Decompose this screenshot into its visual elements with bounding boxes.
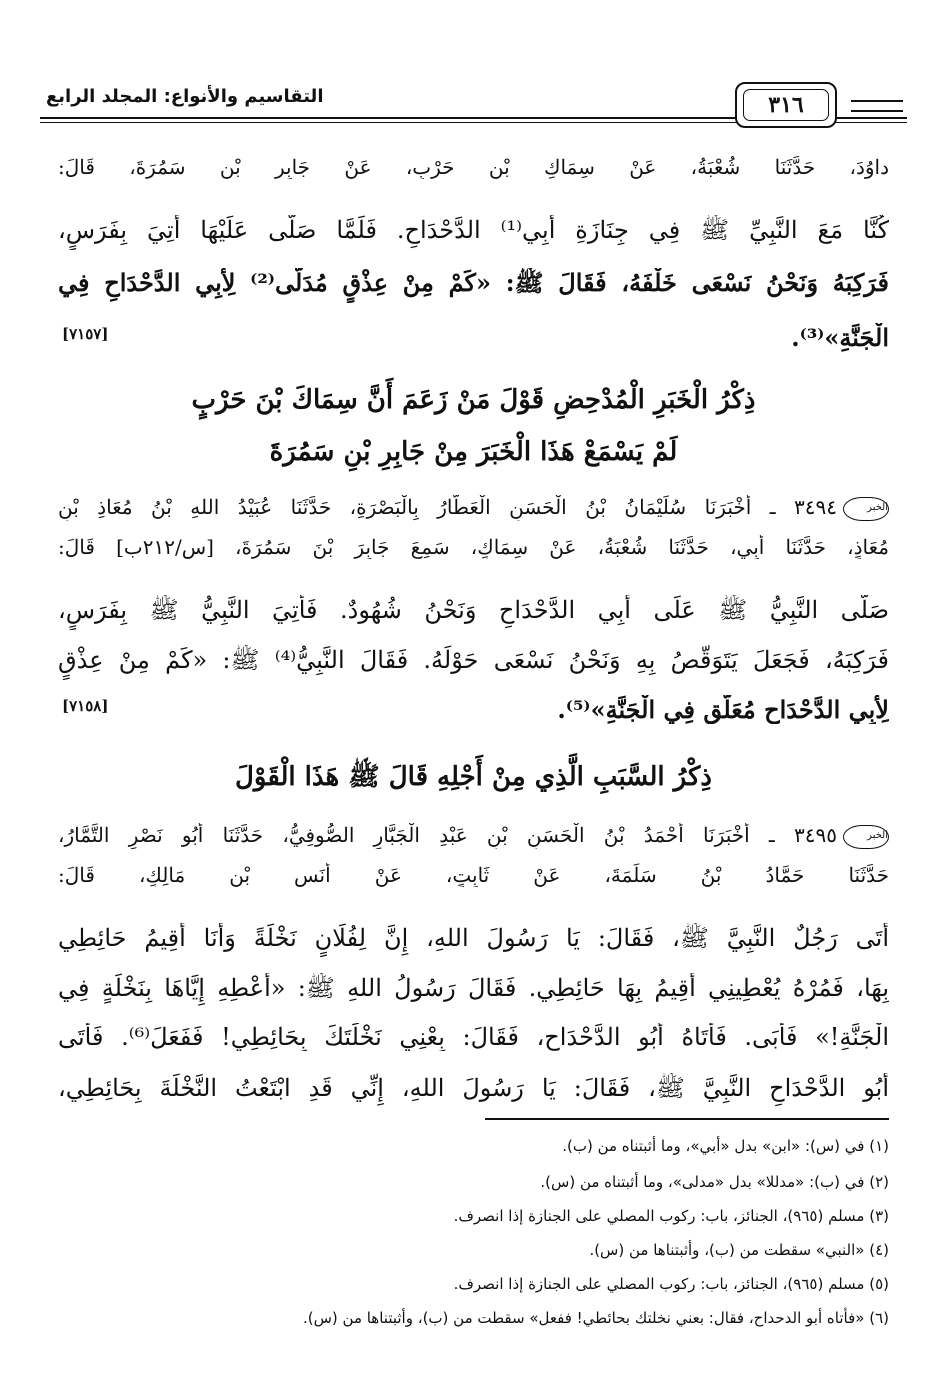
text-line: حَدَّثَنَا حَمَّادُ بْنُ سَلَمَةَ، عَنْ ثَابِتٍ، عَنْ أَنَسِ بْنِ مَالِكٍ، قَالَ: xyxy=(58,863,889,887)
reference-number: [٧١٥٧] xyxy=(62,325,109,343)
text-line: الْجَنَّةِ!» فَأَبَى. فَأَتَاهُ أَبُو الدَّحْدَاحِ، فَقَالَ: بِعْنِي نَخْلَتَكَ بِحَائِطِي! فَفَعَلَ⁽⁶⁾. فَأَتَى xyxy=(58,1023,889,1051)
text-line: مُعَاذٍ، حَدَّثَنَا أَبِي، حَدَّثَنَا شُعْبَةُ، عَنْ سِمَاكٍ، سَمِعَ جَابِرَ بْنَ سَمُرَةَ، [س/٢١٢ب] قَالَ: xyxy=(58,535,889,559)
hadith-ornament-icon: الخبر xyxy=(843,497,889,521)
section-heading: ذِكْرُ السَّبَبِ الَّذِي مِنْ أَجْلِهِ قَالَ ﷺ هَذَا الْقَوْلَ xyxy=(235,762,712,792)
footnote: (٣) مسلم (٩٦٥)، الجنائز، باب: ركوب المصلي على الجنازة إذا انصرف. xyxy=(453,1207,889,1225)
hadith-3494-line xyxy=(58,495,889,521)
section-heading: لَمْ يَسْمَعْ هَذَا الْخَبَرَ مِنْ جَابِرِ بْنِ سَمُرَةَ xyxy=(269,437,678,467)
text-line: فَرَكِبَهُ، فَجَعَلَ يَتَوَقَّصُ بِهِ وَنَحْنُ نَسْعَى حَوْلَهُ. فَقَالَ النَّبِيُّ⁽⁴⁾ ﷺ: «كَمْ مِنْ عِذْقٍ xyxy=(58,646,889,674)
text-line: أَتَى رَجُلٌ النَّبِيَّ ﷺ، فَقَالَ: يَا رَسُولَ اللهِ، إِنَّ لِفُلَانٍ نَخْلَةً وَأَنَا أُقِيمُ حَائِطِي xyxy=(58,924,889,952)
page-header xyxy=(40,84,907,130)
footnote: (٢) في (ب): «مدللا» بدل «مدلى»، وما أثبتناه من (س). xyxy=(540,1173,889,1191)
text-line: كُنَّا مَعَ النَّبِيِّ ﷺ فِي جِنَازَةِ أَبِي⁽¹⁾ الدَّحْدَاحِ. فَلَمَّا صَلَّى عَلَيْهَا أُتِيَ بِفَرَسٍ، xyxy=(58,216,889,244)
page-number: ٣١٦ xyxy=(743,89,829,121)
page-number-frame xyxy=(735,82,837,128)
text-line: فَرَكِبَهُ وَنَحْنُ نَسْعَى خَلْفَهُ، فَقَالَ ﷺ: «كَمْ مِنْ عِذْقٍ مُدَلًّى⁽²⁾ لِأَبِي الدَّحْدَاحِ فِي xyxy=(58,268,889,297)
text-line: داوُدَ، حَدَّثَنَا شُعْبَةُ، عَنْ سِمَاكِ بْنِ حَرْبٍ، عَنْ جَابِرِ بْنِ سَمُرَةَ، قَالَ: xyxy=(58,155,889,179)
text-line: لِأَبِي الدَّحْدَاحِ مُعَلَّقٍ فِي الْجَنَّةِ»⁽⁵⁾. xyxy=(557,695,889,724)
hadith-3494-text: ٣٤٩٤ ـ أَخْبَرَنَا سُلَيْمَانُ بْنُ الْحَسَنِ الْعَطَّارُ بِالْبَصْرَةِ، حَدَّثَنَا عُبَيْدُ اللهِ بْنُ مُعَاذِ بْنِ xyxy=(58,495,837,519)
hadith-3495-line xyxy=(58,823,889,849)
footnote-divider xyxy=(485,1118,889,1120)
footnote: (٤) «النبي» سقطت من (ب)، وأثبتناها من (س). xyxy=(589,1241,889,1259)
header-ornament xyxy=(851,100,903,112)
reference-number: [٧١٥٨] xyxy=(62,697,109,715)
section-heading: ذِكْرُ الْخَبَرِ الْمُدْحِضِ قَوْلَ مَنْ زَعَمَ أَنَّ سِمَاكَ بْنَ حَرْبٍ xyxy=(191,385,756,415)
running-title: التقاسيم والأنواع: المجلد الرابع xyxy=(40,86,330,107)
hadith-ornament-icon: الخبر xyxy=(843,825,889,849)
hadith-3495-text: ٣٤٩٥ ـ أَخْبَرَنَا أَحْمَدُ بْنُ الْحَسَنِ بْنِ عَبْدِ الْجَبَّارِ الصُّوفِيُّ، حَدَّثَنَا أَبُو نَصْرٍ التَّمَّارُ، xyxy=(58,823,837,847)
footnote: (٦) «فأتاه أبو الدحداح، فقال: بعني نخلتك بحائطي! ففعل» سقطت من (ب)، وأثبتناها من (س). xyxy=(302,1309,889,1327)
footnote: (٥) مسلم (٩٦٥)، الجنائز، باب: ركوب المصلي على الجنازة إذا انصرف. xyxy=(453,1275,889,1293)
footnote: (١) في (س): «ابن» بدل «أبي»، وما أثبتناه من (ب). xyxy=(562,1137,889,1155)
text-line: بِهَا، فَمُرْهُ يُعْطِينِي أُقِيمُ بِهَا حَائِطِي. فَقَالَ رَسُولُ اللهِ ﷺ: «أَعْطِهِ إِيَّاهَا بِنَخْلَةٍ فِي xyxy=(58,974,889,1002)
text-line: صَلَّى النَّبِيُّ ﷺ عَلَى أَبِي الدَّحْدَاحِ وَنَحْنُ شُهُودٌ. فَأُتِيَ النَّبِيُّ ﷺ بِفَرَسٍ، xyxy=(58,596,889,624)
text-line: الْجَنَّةِ»⁽³⁾. xyxy=(791,323,889,352)
text-line: أَبُو الدَّحْدَاحِ النَّبِيَّ ﷺ، فَقَالَ: يَا رَسُولَ اللهِ، إِنِّي قَدِ ابْتَعْتُ النَّخْلَةَ بِحَائِطِي، xyxy=(58,1074,889,1102)
